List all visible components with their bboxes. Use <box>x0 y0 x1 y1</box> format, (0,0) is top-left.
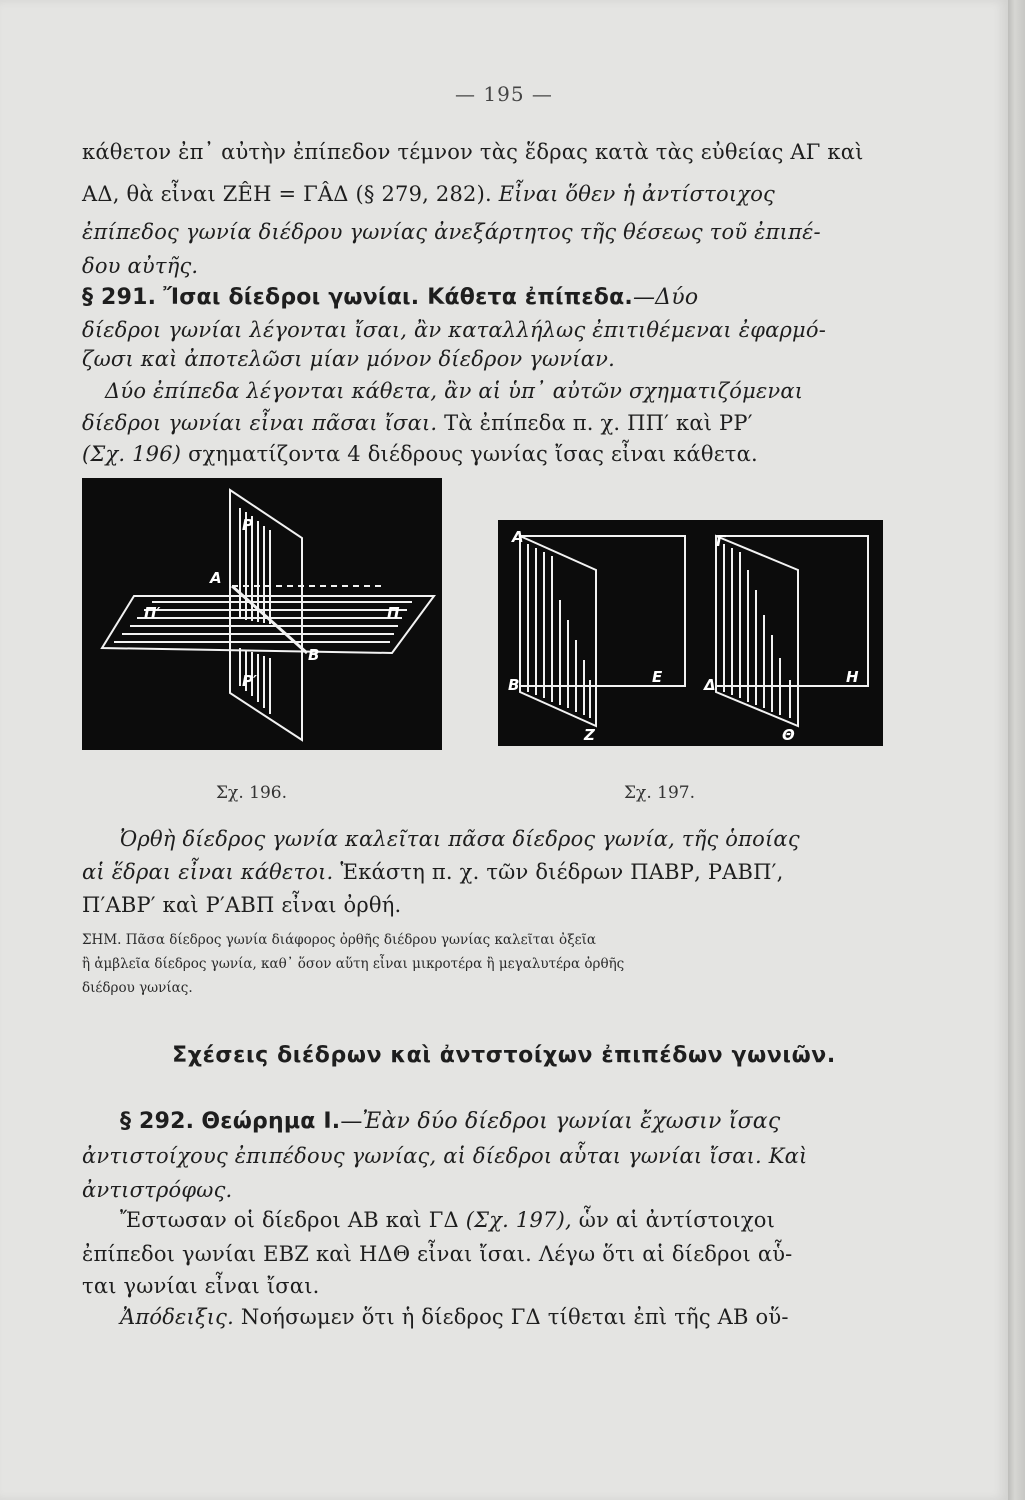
text-line: αἱ ἕδραι εἶναι κάθετοι. Ἑκάστη π. χ. τῶν διέδρων ΠΑΒΡ, ΡΑΒΠ′, <box>82 860 784 884</box>
page-number: — 195 — <box>455 82 553 106</box>
text-line: δίεδροι γωνίαι λέγονται ἴσαι, ἂν καταλλήλως ἐπιτιθέμεναι ἐφαρμό- <box>82 318 827 342</box>
italic-text: Εἶναι ὅθεν ἡ ἀντίστοιχος <box>498 182 775 206</box>
theorem-title: Θεώρημα Ι. <box>201 1109 341 1134</box>
label-rho-prime: Ρ′ <box>242 672 257 690</box>
label-beta: Β <box>508 676 520 694</box>
label-beta: Β <box>308 646 320 664</box>
figure-196-caption: Σχ. 196. <box>216 783 287 803</box>
label-alpha: Α <box>210 569 222 587</box>
label-alpha: Α <box>512 528 524 546</box>
text-line: Π′ΑΒΡ′ καὶ Ρ′ΑΒΠ εἶναι ὀρθή. <box>82 893 402 917</box>
label-eta: Η <box>846 668 859 686</box>
text-line: ἐπίπεδος γωνία διέδρου γωνίας ἀνεξάρτητος τῆς θέσεως τοῦ ἐπιπέ- <box>82 220 821 244</box>
section-number: § 291. <box>82 285 157 310</box>
label-zeta: Ζ <box>584 726 595 744</box>
section-number: § 292. <box>120 1109 195 1134</box>
label-theta: Θ <box>782 726 795 744</box>
text-line: κάθετον ἐπ᾽ αὐτὴν ἐπίπεδον τέμνον τὰς ἕδρας κατὰ τὰς εὐθείας ΑΓ καὶ <box>82 140 864 164</box>
label-rho: Ρ <box>242 516 253 534</box>
label-pi: Π <box>387 604 400 622</box>
text-line: Ὀρθὴ δίεδρος γωνία καλεῖται πᾶσα δίεδρος γωνία, τῆς ὁποίας <box>120 827 800 851</box>
text-line: ἀντιστοίχους ἐπιπέδους γωνίας, αἱ δίεδροι αὗται γωνίαι ἴσαι. Καὶ <box>82 1144 808 1168</box>
text-line: Ἀπόδειξις. Νοήσωμεν ὅτι ἡ δίεδρος ΓΔ τίθεται ἐπὶ τῆς ΑΒ οὕ- <box>120 1305 789 1329</box>
label-epsilon: Ε <box>652 668 663 686</box>
text-line: δου αὐτῆς. <box>82 254 199 278</box>
text-line: Δύο ἐπίπεδα λέγονται κάθετα, ἂν αἱ ὑπ᾽ αὐτῶν σχηματιζόμεναι <box>105 379 804 403</box>
text-line: ΑΔ, θὰ εἶναι ΖÊΗ = ΓÂΔ (§ 279, 282). Εἶναι ὅθεν ἡ ἀντίστοιχος <box>82 182 775 206</box>
note-line: διέδρου γωνίας. <box>82 980 193 996</box>
figure-196-drawing <box>82 478 442 750</box>
page-edge <box>1008 0 1025 1500</box>
label-delta: Δ <box>704 676 716 694</box>
section-title: Ἴσαι δίεδροι γωνίαι. Κάθετα ἐπίπεδα. <box>163 285 633 310</box>
text-line: Ἔστωσαν οἱ δίεδροι ΑΒ καὶ ΓΔ (Σχ. 197), ὧν αἱ ἀντίστοιχοι <box>120 1208 776 1232</box>
section-291-heading: § 291. Ἴσαι δίεδροι γωνίαι. Κάθετα ἐπίπεδα.—Δύο <box>82 285 699 310</box>
text-line: ται γωνίαι εἶναι ἴσαι. <box>82 1274 320 1298</box>
note-line: ΣΗΜ. Πᾶσα δίεδρος γωνία διάφορος ὀρθῆς διέδρου γωνίας καλεῖται ὀξεῖα <box>82 932 597 948</box>
text-line: (Σχ. 196) σχηματίζοντα 4 διέδρους γωνίας ἴσας εἶναι κάθετα. <box>82 442 758 466</box>
text-line: ἀντιστρόφως. <box>82 1178 233 1202</box>
text-line: δίεδροι γωνίαι εἶναι πᾶσαι ἴσαι. Τὰ ἐπίπεδα π. χ. ΠΠ′ καὶ ΡΡ′ <box>82 411 753 435</box>
dihedral-gd-frame <box>716 536 868 686</box>
figure-197-caption: Σχ. 197. <box>624 783 695 803</box>
section-heading: Σχέσεις διέδρων καὶ ἀντστοίχων ἐπιπέδων γωνιῶν. <box>172 1043 836 1068</box>
note-line: ἢ ἀμβλεῖα δίεδρος γωνία, καθ᾽ ὅσον αὕτη εἶναι μικροτέρα ἢ μεγαλυτέρα ὀρθῆς <box>82 956 625 972</box>
label-gamma: Γ <box>716 532 726 550</box>
figure-196 <box>82 478 442 750</box>
text-line: ζωσι καὶ ἀποτελῶσι μίαν μόνον δίεδρον γωνίαν. <box>82 347 615 371</box>
section-292-heading: § 292. Θεώρημα Ι.—Ἐὰν δύο δίεδροι γωνίαι ἔχωσιν ἴσας <box>120 1109 781 1134</box>
text-line: ἐπίπεδοι γωνίαι ΕΒΖ καὶ ΗΔΘ εἶναι ἴσαι. Λέγω ὅτι αἱ δίεδροι αὗ- <box>82 1242 793 1266</box>
figure-197-drawing <box>498 520 883 746</box>
label-pi-prime: Π′ <box>144 604 161 622</box>
figure-197 <box>498 520 883 746</box>
